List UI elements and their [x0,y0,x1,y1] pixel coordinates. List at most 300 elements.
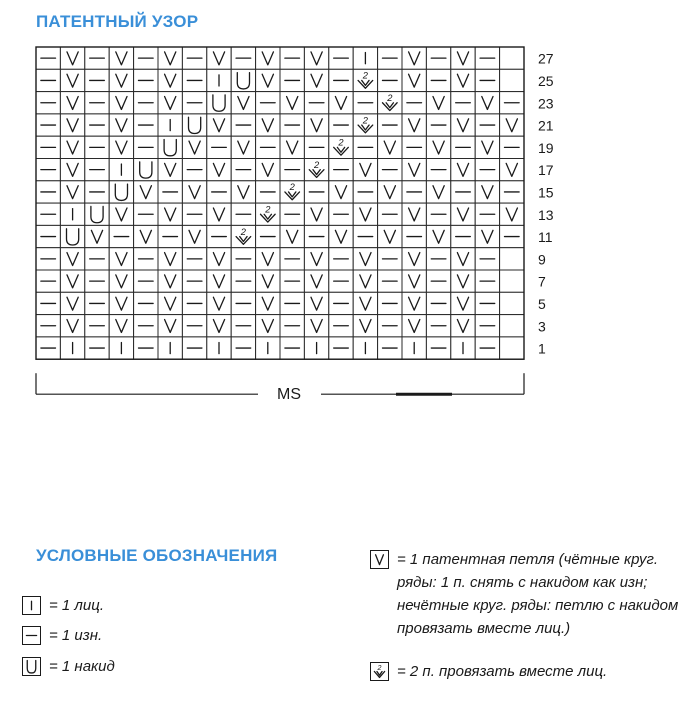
chart-cell [426,159,450,181]
chart-cell [109,248,133,270]
chart-cell [402,181,426,203]
chart-cell [60,159,84,181]
patent-stitch-symbol-icon [370,550,389,569]
chart-cell [475,337,499,359]
chart-cell [304,92,328,114]
chart-cell [402,69,426,91]
chart-cell [426,315,450,337]
chart-cell [256,203,280,225]
chart-cell [134,136,158,158]
svg-text:2: 2 [265,204,271,215]
chart-cell [378,92,402,114]
chart-cell [304,248,328,270]
chart-cell [304,203,328,225]
chart-cell [36,159,60,181]
row-number: 3 [538,318,546,335]
chart-cell [231,315,255,337]
chart-cell [158,92,182,114]
chart-cell [134,181,158,203]
chart-cell [329,47,353,69]
chart-cell [36,225,60,247]
chart-cell [158,337,182,359]
chart-cell [280,203,304,225]
chart-cell [36,337,60,359]
svg-text:2: 2 [377,664,382,673]
chart-cell [36,248,60,270]
legend-text-k2tog: = 2 п. провязать вместе лиц. [397,663,608,680]
chart-cell [256,337,280,359]
row-number: 27 [538,50,554,67]
chart-cell [304,337,328,359]
chart-cell [182,315,206,337]
svg-text:2: 2 [313,159,320,170]
chart-cell [500,270,524,292]
chart-cell [329,248,353,270]
chart-cell [85,114,109,136]
k2tog-symbol-icon [370,662,389,681]
chart-cell [60,292,84,314]
svg-text:2: 2 [289,182,295,193]
chart-cell [60,337,84,359]
chart-cell [231,47,255,69]
chart-cell [353,315,377,337]
chart-cell [451,292,475,314]
chart-cell [256,69,280,91]
chart-cell [158,114,182,136]
chart-cell [451,159,475,181]
chart-cell [329,225,353,247]
chart-cell [329,270,353,292]
chart-cell [256,92,280,114]
row-number: 21 [538,117,554,134]
chart-cell [36,92,60,114]
chart-cell [304,69,328,91]
chart-cell [280,92,304,114]
chart-cell [451,337,475,359]
chart-cell [60,69,84,91]
chart-cell [451,315,475,337]
chart-cell [85,225,109,247]
chart-cell [85,92,109,114]
chart-cell [378,69,402,91]
chart-cell [500,203,524,225]
chart-cell [402,270,426,292]
chart-cell [475,248,499,270]
chart-cell [158,270,182,292]
chart-cell [353,225,377,247]
chart-cell [402,114,426,136]
chart-cell [378,136,402,158]
chart-cell [280,159,304,181]
chart-cell [109,292,133,314]
chart-cell [85,315,109,337]
chart-cell [231,181,255,203]
chart-cell [36,292,60,314]
chart-cell [280,47,304,69]
knit-symbol-icon [22,596,41,615]
chart-cell [134,69,158,91]
chart-cell [85,159,109,181]
chart-cell [207,47,231,69]
chart-cell [36,47,60,69]
chart-cell [329,292,353,314]
legend-text-knit: = 1 лиц. [49,597,104,614]
chart-cell [134,114,158,136]
chart-cell [134,203,158,225]
chart-cell [182,292,206,314]
chart-cell [329,159,353,181]
chart-cell [500,337,524,359]
row-number: 25 [538,73,554,90]
chart-cell [353,248,377,270]
chart-cell [182,270,206,292]
chart-cell [426,92,450,114]
chart-cell [207,337,231,359]
chart-cell [402,92,426,114]
chart-cell [475,159,499,181]
chart-cell [158,159,182,181]
chart-cell [231,225,255,247]
chart-cell [109,92,133,114]
chart-cell [329,92,353,114]
chart-cell [475,292,499,314]
legend-text-patent-stitch: = 1 патентная петля (чётные круг. ряды: 1 п. снять с накидом как изн; нечётные круг. ряды: петлю с накидом провязать вместе лиц.) [397,551,679,637]
chart-cell [378,47,402,69]
chart-cell [329,181,353,203]
chart-cell [231,337,255,359]
svg-text:2: 2 [387,92,393,103]
chart-cell [60,114,84,136]
chart-cell [475,225,499,247]
chart-cell [231,292,255,314]
chart-cell [475,181,499,203]
chart-cell [280,270,304,292]
svg-text:2: 2 [240,226,247,237]
chart-cell [36,69,60,91]
chart-cell [256,181,280,203]
chart-title: ПАТЕНТНЫЙ УЗОР [36,12,199,31]
chart-cell [60,47,84,69]
chart-cell [207,181,231,203]
chart-cell [109,315,133,337]
chart-cell [207,225,231,247]
chart-cell [60,248,84,270]
chart-cell [36,136,60,158]
chart-cell [426,337,450,359]
chart-cell [280,315,304,337]
chart-cell [500,248,524,270]
chart-cell [304,136,328,158]
chart-cell [60,203,84,225]
chart-cell [182,159,206,181]
chart-cell [182,337,206,359]
chart-cell [402,47,426,69]
chart-cell [500,136,524,158]
chart-cell [231,136,255,158]
svg-text:2: 2 [338,137,344,148]
chart-cell [85,181,109,203]
chart-cell [207,136,231,158]
row-number: 7 [538,273,546,290]
chart-cell [134,47,158,69]
chart-cell [280,114,304,136]
chart-cell [353,292,377,314]
chart-cell [280,248,304,270]
chart-cell [207,270,231,292]
chart-cell [109,181,133,203]
chart-cell [475,270,499,292]
chart-cell [109,136,133,158]
chart-cell [60,136,84,158]
chart-cell [134,315,158,337]
chart-cell [36,270,60,292]
chart-cell [426,225,450,247]
chart-cell [231,203,255,225]
chart-cell [109,270,133,292]
chart-cell [158,225,182,247]
chart-cell [60,225,84,247]
row-number: 19 [538,139,554,156]
chart-cell [280,136,304,158]
chart-cell [451,203,475,225]
chart-cell [353,181,377,203]
chart-cell [85,337,109,359]
chart-cell [402,315,426,337]
row-number: 1 [538,340,546,357]
chart-cell [182,203,206,225]
chart-cell [158,69,182,91]
chart-cell [207,315,231,337]
chart-cell [280,225,304,247]
row-number: 9 [538,251,546,268]
chart-cell [231,69,255,91]
chart-cell [475,47,499,69]
chart-cell [426,270,450,292]
legend-item-purl [22,624,322,647]
chart-cell [378,248,402,270]
chart-cell [256,270,280,292]
svg-text:2: 2 [362,115,369,126]
chart-cell [280,337,304,359]
chart-cell [378,337,402,359]
chart-cell [451,114,475,136]
chart-cell [500,159,524,181]
chart-cell [402,225,426,247]
row-number: 15 [538,184,554,201]
chart-cell [207,248,231,270]
chart-cell [109,47,133,69]
chart-cell [426,292,450,314]
chart-cell [402,136,426,158]
chart-cell [475,203,499,225]
chart-cell [36,203,60,225]
chart-cell [329,337,353,359]
chart-cell [231,114,255,136]
yarn-over-symbol-icon [22,657,41,676]
chart-cell [280,69,304,91]
chart-cell [353,136,377,158]
chart-cell [85,47,109,69]
chart-cell [378,114,402,136]
chart-cell [231,248,255,270]
chart-cell [475,114,499,136]
chart-cell [353,337,377,359]
row-number: 17 [538,162,554,179]
chart-cell [304,47,328,69]
chart-cell [60,181,84,203]
chart-cell [402,159,426,181]
chart-cell [304,181,328,203]
chart-cell [329,69,353,91]
chart-cell [426,136,450,158]
chart-cell [109,225,133,247]
row-number: 23 [538,95,554,112]
chart-cell [475,136,499,158]
chart-cell [500,315,524,337]
chart-cell [256,47,280,69]
chart-cell [207,69,231,91]
chart-cell [182,181,206,203]
chart-cell [426,248,450,270]
chart-cell [134,159,158,181]
chart-cell [304,270,328,292]
chart-cell [304,159,328,181]
chart-cell [134,292,158,314]
chart-cell [378,159,402,181]
chart-cell [207,203,231,225]
legend-text-purl: = 1 изн. [49,627,103,644]
chart-cell [134,92,158,114]
row-number: 5 [538,296,546,313]
legend-text-yarn-over: = 1 накид [49,658,115,675]
chart-cell [353,69,377,91]
chart-cell [134,270,158,292]
chart-cell [85,203,109,225]
chart-cell [256,292,280,314]
svg-text:2: 2 [362,70,369,81]
legend-item-patent-stitch [370,548,688,640]
chart-cell [158,315,182,337]
chart-cell [182,92,206,114]
chart-cell [158,181,182,203]
chart-cell [158,203,182,225]
chart-cell [451,270,475,292]
chart-cell [402,203,426,225]
chart-cell [207,92,231,114]
chart-cell [231,159,255,181]
chart-cell [353,270,377,292]
chart-cell [426,47,450,69]
chart-cell [475,69,499,91]
chart-cell [402,337,426,359]
legend-item-knit [22,594,322,617]
chart-cell [182,69,206,91]
chart-cell [85,69,109,91]
chart-cell [304,225,328,247]
chart-cell [500,92,524,114]
chart-cell [451,92,475,114]
chart-cell [36,315,60,337]
chart-cell [85,292,109,314]
chart-cell [256,248,280,270]
chart-cell [109,114,133,136]
chart-cell [500,292,524,314]
chart-cell [329,203,353,225]
chart-cell [36,181,60,203]
chart-cell [353,159,377,181]
legend-item-k2tog [370,660,688,683]
row-number: 13 [538,206,554,223]
chart-cell [231,270,255,292]
chart-cell [500,225,524,247]
chart-cell [402,292,426,314]
chart-cell [85,136,109,158]
chart-cell [134,248,158,270]
chart-cell [329,136,353,158]
legend-title: УСЛОВНЫЕ ОБОЗНАЧЕНИЯ [36,546,278,565]
chart-cell [353,203,377,225]
chart-cell [378,181,402,203]
chart-cell [109,337,133,359]
chart-cell [109,159,133,181]
chart-cell [256,225,280,247]
chart-cell [426,181,450,203]
chart-cell [500,114,524,136]
chart-cell [451,47,475,69]
chart-cell [109,69,133,91]
chart-cell [304,114,328,136]
chart-cell [378,270,402,292]
chart-cell [158,292,182,314]
chart-cell [134,225,158,247]
chart-cell [426,69,450,91]
chart-cell [426,114,450,136]
chart-cell [353,47,377,69]
chart-cell [353,114,377,136]
chart-cell [451,248,475,270]
chart-cell [451,69,475,91]
chart-cell [353,92,377,114]
chart-cell [329,114,353,136]
chart-cell [182,114,206,136]
chart-cell [158,47,182,69]
chart-cell [426,203,450,225]
chart-cell [207,159,231,181]
chart-cell [109,203,133,225]
chart-cell [231,92,255,114]
chart-cell [158,248,182,270]
chart-cell [134,337,158,359]
bottom-label: MS [277,386,301,404]
chart-cell [60,315,84,337]
chart-cell [378,225,402,247]
chart-cell [304,292,328,314]
chart-cell [500,181,524,203]
chart-cell [182,225,206,247]
chart-cell [451,225,475,247]
chart-cell [475,92,499,114]
chart-cell [402,248,426,270]
chart-cell [60,270,84,292]
chart-cell [500,47,524,69]
chart-cell [207,292,231,314]
chart-cell [475,315,499,337]
row-number: 11 [538,229,553,246]
chart-cell [207,114,231,136]
chart-cell [60,92,84,114]
chart-cell [85,270,109,292]
chart-cell [182,47,206,69]
